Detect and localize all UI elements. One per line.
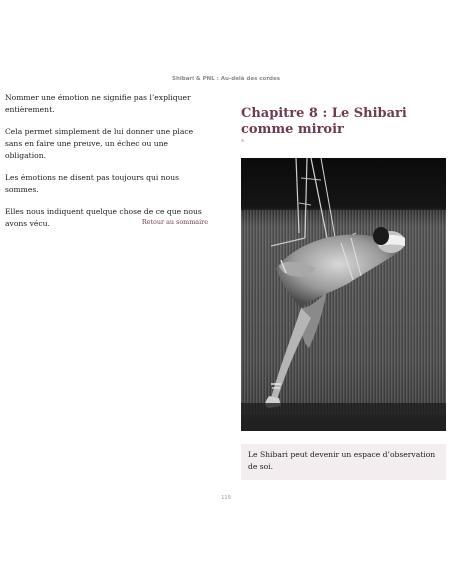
chapter-ornament: * [241, 139, 244, 146]
photo-illustration [241, 158, 446, 431]
running-header: Shibari & PNL : Au-delà des cordes [172, 76, 280, 82]
chapter-heading-block [241, 106, 446, 146]
chapter-title: Chapitre 8 : Le Shibari comme miroir [241, 106, 407, 137]
paragraph: Cela permet simplement de lui donner une place sans en faire une preuve, un échec ou une obligation. [5, 127, 194, 160]
paragraph: Nommer une émotion ne signifie pas l’expliquer entièrement. [5, 93, 191, 114]
chapter-photo [241, 158, 446, 431]
page-number: 119 [221, 495, 231, 501]
paragraph: Les émotions ne disent pas toujours qui nous sommes. [5, 173, 180, 194]
paragraph: Elles nous indiquent quelque chose de ce que nous avons vécu. [5, 207, 202, 228]
callout-box: Le Shibari peut devenir un espace d’observation de soi. [241, 444, 446, 480]
back-to-contents-link[interactable]: Retour au sommaire [141, 218, 208, 226]
